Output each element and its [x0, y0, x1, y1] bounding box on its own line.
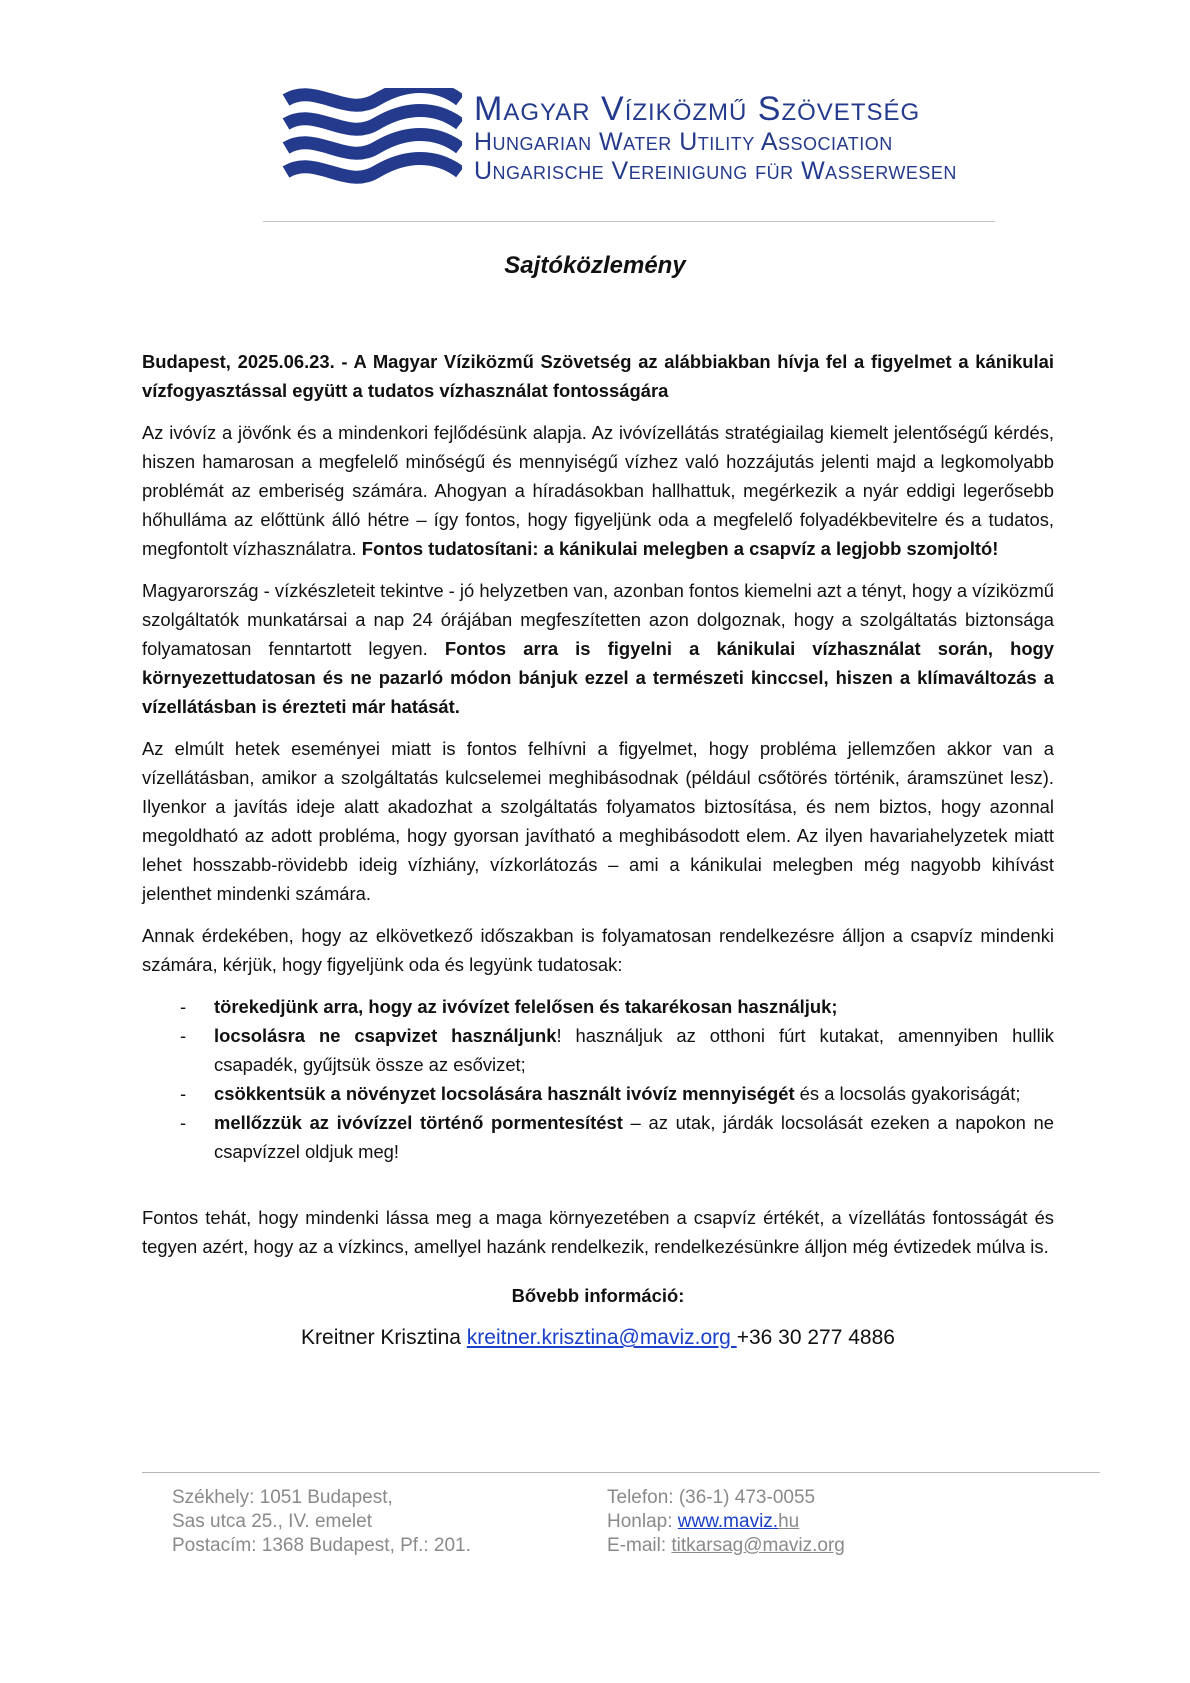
footer-email [607, 1534, 845, 1558]
list-item-4-bold: mellőzzük az ivóvízzel történő pormentesítést [214, 1112, 623, 1133]
list-item [142, 992, 1054, 1021]
list-item-4-text: – az utak, járdák locsolását ezeken a napokon ne csapvízzel oldjuk meg! [214, 1112, 1054, 1162]
footer-contacts [607, 1486, 845, 1558]
footer-address [172, 1486, 471, 1558]
list-bullet: - [180, 996, 187, 1017]
list-bullet: - [180, 1025, 187, 1046]
footer-phone: Telefon: (36-1) 473-0055 [607, 1487, 816, 1508]
contact-phone: +36 30 277 4886 [736, 1326, 895, 1349]
info-heading: Bővebb információ: [511, 1285, 685, 1306]
paragraph-2-highlight: Fontos arra is figyelni a kánikulai vízhasználat során, hogy környezettudatosan és ne pazarló módon bánjuk ezzel a természeti kinccsel, hiszen a klímaváltozás a vízellátásban is érezteti már hatását. [142, 638, 1055, 717]
paragraph-4: Annak érdekében, hogy az elkövetkező időszakban is folyamatosan rendelkezésre álljon a csapvíz mindenki számára, kérjük, hogy figyeljünk oda és legyünk tudatosak: [142, 925, 1054, 975]
paragraph-1 [142, 418, 1054, 563]
footer-web-link[interactable]: www.maviz. [677, 1511, 779, 1532]
list-item [142, 1079, 1054, 1108]
paragraph-3: Az elmúlt hetek eseményei miatt is fontos felhívni a figyelmet, hogy probléma jellemzően akkor van a vízellátásban, amikor a szolgáltatás kulcselemei meghibásodnak (például csőtörés történik, áramszünet lesz). Ilyenkor a javítás ideje alatt akadozhat a szolgáltatás folyamatos biztosítása, és nem biztos, hogy azonnal megoldható az adott probléma, hogy gyorsan javítható a meghibásodott elem. Az ilyen havariahelyzetek miatt lehet hosszabb-rövidebb ideig vízhiány, vízkorlátozás – ami a kánikulai melegben még nagyobb kihívást jelenthet mindenki számára. [142, 738, 1054, 904]
footer-web-tld[interactable]: hu [778, 1511, 800, 1532]
header-divider [263, 221, 995, 222]
contact-email-link[interactable]: kreitner.krisztina@maviz.org [466, 1326, 737, 1349]
footer-hq-line2: Sas utca 25., IV. emelet [172, 1511, 372, 1532]
page-title: Sajtóközlemény [504, 252, 686, 279]
org-name-en: Hungarian Water Utility Association [474, 128, 893, 156]
contact-line [142, 1323, 1054, 1353]
paragraph-2 [142, 576, 1054, 721]
list-item-1-bold: törekedjünk arra, hogy az ivóvízet felelősen és takarékosan használjuk; [214, 996, 838, 1017]
footer-email-label: E-mail: [607, 1535, 672, 1556]
list-item [142, 1021, 1054, 1079]
list-item [142, 1108, 1054, 1166]
list-item-2-bold: locsolásra ne csapvizet használjunk [214, 1025, 557, 1046]
list-item-3-bold: csökkentsük a növényzet locsolására használt ivóvíz mennyiségét [214, 1083, 795, 1104]
lead-paragraph: Budapest, 2025.06.23. - A Magyar Víziközmű Szövetség az alábbiakban hívja fel a figyelmet a kánikulai vízfogyasztással együtt a tudatos vízhasználat fontosságára [142, 351, 1054, 401]
paragraph-5: Fontos tehát, hogy mindenki lássa meg a maga környezetében a csapvíz értékét, a vízellátás fontosságát és tegyen azért, hogy az a vízkincs, amellyel hazánk rendelkezik, rendelkezésünkre álljon még évtizedek múlva is. [142, 1207, 1054, 1257]
list-bullet: - [180, 1083, 187, 1104]
contact-name: Kreitner Krisztina [301, 1326, 467, 1349]
footer-postal: Postacím: 1368 Budapest, Pf.: 201. [172, 1535, 471, 1556]
paragraph-2-text: Magyarország - vízkészleteit tekintve - jó helyzetben van, azonban fontos kiemelni azt a tényt, hogy a víziközmű szolgáltatók munkatársai a nap 24 órájában megfeszítetten azon dolgoznak, hogy a szolgáltatás biztonsága folyamatosan fenntartott legyen. [142, 580, 1054, 659]
waves-icon [282, 88, 462, 188]
footer-email-link[interactable]: titkarsag@maviz.org [671, 1535, 845, 1556]
org-name-de: Ungarische Vereinigung für Wasserwesen [474, 157, 957, 185]
list-bullet: - [180, 1112, 187, 1133]
footer-divider [142, 1472, 1100, 1473]
press-release-body [142, 347, 1054, 1366]
advice-list [142, 992, 1054, 1166]
org-name-hu: Magyar Víziközmű Szövetség [474, 90, 921, 128]
list-item-3-text: és a locsolás gyakoriságát; [794, 1083, 1021, 1104]
paragraph-1-text: Az ivóvíz a jövőnk és a mindenkori fejlődésünk alapja. Az ivóvízellátás stratégiailag kiemelt jelentőségű kérdés, hiszen hamarosan a megfelelő minőségű és mennyiségű vízhez való hozzájutás jelenti majd a legkomolyabb problémát az emberiség számára. Ahogyan a híradásokban hallhattuk, megérkezik a nyár eddigi legerősebb hőhulláma az előttünk álló hétre – így fontos, hogy figyeljünk oda a megfelelő folyadékbevitelre és a tudatos, megfontolt vízhasználatra. [142, 422, 1054, 559]
letterhead-logo [282, 88, 957, 198]
footer-web [607, 1510, 845, 1534]
list-item-2-text: ! használjuk az otthoni fúrt kutakat, amennyiben hullik csapadék, gyűjtsük össze az esővizet; [214, 1025, 1054, 1075]
paragraph-1-highlight: Fontos tudatosítani: a kánikulai melegben a csapvíz a legjobb szomjoltó! [361, 538, 999, 559]
footer-hq-line1: Székhely: 1051 Budapest, [172, 1487, 393, 1508]
footer-web-label: Honlap: [607, 1511, 678, 1532]
